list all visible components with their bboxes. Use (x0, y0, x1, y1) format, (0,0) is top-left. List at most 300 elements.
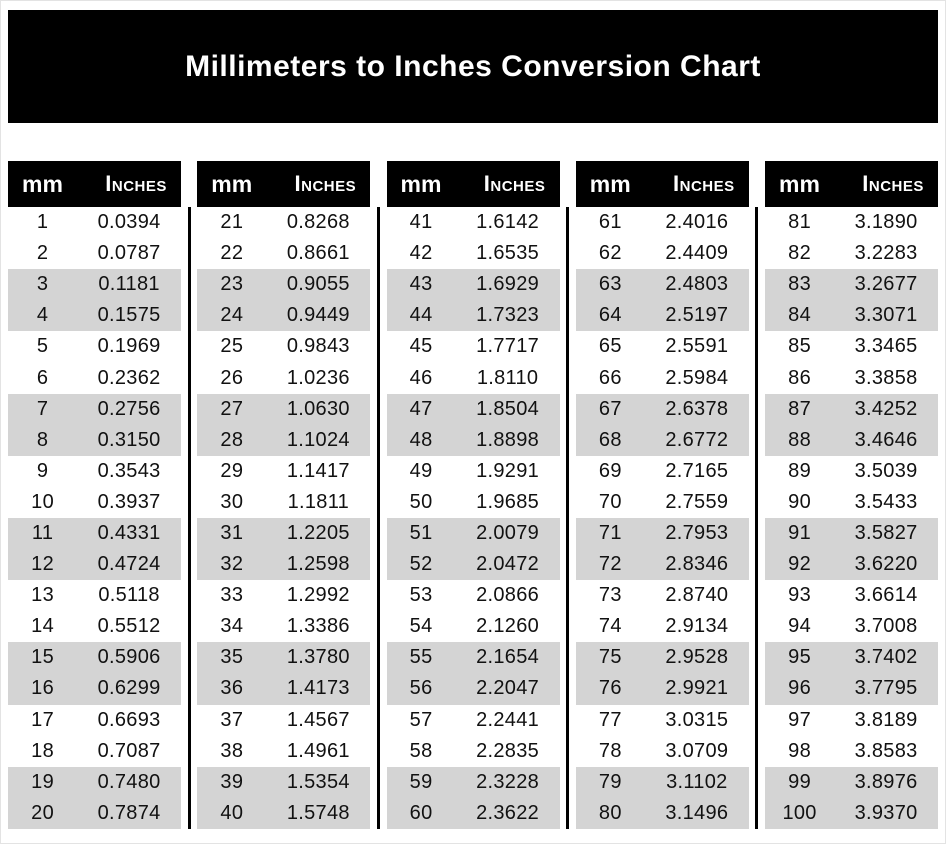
mm-value: 84 (788, 304, 812, 327)
inches-value: 3.3071 (854, 304, 918, 327)
mm-value: 95 (788, 646, 812, 669)
inches-value: 1.9291 (476, 459, 540, 482)
mm-inches-column-group (8, 161, 181, 829)
table-row (765, 238, 938, 269)
inches-value: 2.2835 (476, 739, 540, 762)
table-row (576, 736, 749, 767)
mm-value: 57 (409, 708, 433, 731)
table-row (765, 611, 938, 642)
table-row (576, 580, 749, 611)
table-row (387, 611, 560, 642)
mm-value: 15 (31, 646, 55, 669)
inches-value: 1.8110 (476, 366, 539, 389)
table-row (576, 767, 749, 798)
table-row (8, 736, 181, 767)
inches-value: 1.1811 (287, 490, 350, 513)
mm-value: 85 (788, 335, 812, 358)
table-row (765, 549, 938, 580)
mm-value: 25 (220, 335, 244, 358)
table-row (387, 673, 560, 704)
inches-value: 0.7087 (97, 739, 161, 762)
inches-value: 0.1181 (98, 273, 160, 296)
inches-value: 2.7953 (665, 521, 729, 544)
mm-value: 23 (220, 273, 244, 296)
table-row (387, 642, 560, 673)
table-row (576, 331, 749, 362)
mm-header-label: mm (400, 170, 442, 197)
inches-value: 3.6220 (854, 553, 918, 576)
inches-value: 1.8898 (476, 428, 540, 451)
inches-value: 3.8583 (854, 739, 918, 762)
inches-value: 2.8740 (665, 584, 729, 607)
table-row (197, 331, 370, 362)
table-row (576, 705, 749, 736)
mm-value: 79 (598, 770, 622, 793)
inches-value: 0.3150 (97, 428, 161, 451)
mm-value: 47 (409, 397, 433, 420)
table-row (8, 487, 181, 518)
table-row (576, 798, 749, 829)
inches-value: 1.3780 (286, 646, 350, 669)
mm-value: 30 (220, 490, 244, 513)
column-divider (566, 207, 569, 829)
mm-value: 16 (31, 677, 55, 700)
table-row (765, 642, 938, 673)
inches-value: 3.3465 (854, 335, 918, 358)
inches-value: 1.0236 (286, 366, 350, 389)
inches-value: 2.6378 (665, 397, 729, 420)
table-row (8, 518, 181, 549)
mm-value: 27 (220, 397, 244, 420)
mm-value: 13 (31, 584, 55, 607)
column-group-header (387, 161, 560, 207)
mm-value: 35 (220, 646, 244, 669)
table-row (387, 238, 560, 269)
table-row (387, 300, 560, 331)
inches-value: 0.7874 (97, 801, 161, 824)
mm-value: 86 (788, 366, 812, 389)
mm-value: 62 (598, 242, 622, 265)
inches-value: 1.1024 (286, 428, 350, 451)
inches-value: 3.1102 (666, 770, 728, 793)
inches-value: 3.8189 (854, 708, 918, 731)
column-divider (188, 207, 191, 829)
mm-value: 48 (409, 428, 433, 451)
table-row (8, 394, 181, 425)
mm-header-label: mm (22, 170, 63, 197)
inches-value: 0.5118 (98, 584, 160, 607)
inches-value: 2.8346 (665, 553, 729, 576)
mm-inches-column-group (387, 161, 560, 829)
mm-value: 61 (598, 211, 622, 234)
column-group-header (8, 161, 181, 207)
table-row (8, 798, 181, 829)
table-row (387, 269, 560, 300)
mm-value: 52 (409, 553, 433, 576)
table-row (387, 456, 560, 487)
mm-value: 93 (788, 584, 812, 607)
table-row (8, 362, 181, 393)
mm-value: 58 (409, 739, 433, 762)
table-row (765, 300, 938, 331)
mm-value: 45 (409, 335, 433, 358)
table-row (387, 518, 560, 549)
mm-value: 99 (788, 770, 812, 793)
mm-value: 11 (31, 521, 54, 544)
mm-value: 3 (36, 273, 49, 296)
mm-value: 94 (788, 615, 812, 638)
column-divider (755, 207, 758, 829)
table-row (197, 549, 370, 580)
inches-value: 3.0709 (665, 739, 729, 762)
mm-value: 51 (409, 521, 433, 544)
table-row (197, 238, 370, 269)
table-row (765, 269, 938, 300)
mm-value: 55 (409, 646, 433, 669)
inches-value: 0.9055 (286, 273, 350, 296)
table-row (8, 331, 181, 362)
inches-value: 3.7402 (854, 646, 918, 669)
inches-value: 3.5827 (854, 521, 918, 544)
inches-value: 0.6693 (97, 708, 161, 731)
inches-value: 2.4409 (665, 242, 729, 265)
inches-value: 1.4567 (286, 708, 350, 731)
mm-value: 63 (598, 273, 622, 296)
table-row (387, 362, 560, 393)
mm-value: 29 (220, 459, 244, 482)
inches-value: 2.4016 (665, 211, 729, 234)
mm-value: 72 (598, 553, 622, 576)
mm-value: 38 (220, 739, 244, 762)
table-row (387, 736, 560, 767)
table-row (8, 580, 181, 611)
table-row (576, 207, 749, 238)
inches-value: 0.8268 (286, 211, 350, 234)
mm-value: 98 (788, 739, 812, 762)
inches-value: 1.0630 (286, 397, 350, 420)
inches-header-label: Inches (862, 171, 924, 196)
table-row (765, 673, 938, 704)
mm-value: 34 (220, 615, 244, 638)
mm-value: 77 (598, 708, 622, 731)
table-row (197, 673, 370, 704)
table-row (8, 425, 181, 456)
mm-value: 81 (788, 211, 812, 234)
mm-value: 21 (220, 211, 244, 234)
inches-value: 2.2441 (476, 708, 540, 731)
table-row (197, 394, 370, 425)
table-row (765, 394, 938, 425)
table-row (765, 767, 938, 798)
inches-value: 1.2992 (286, 584, 350, 607)
mm-value: 8 (36, 428, 49, 451)
mm-value: 65 (598, 335, 622, 358)
inches-value: 0.9843 (286, 335, 350, 358)
inches-value: 1.1417 (286, 459, 350, 482)
inches-value: 3.5433 (854, 490, 918, 513)
inches-value: 1.7717 (476, 335, 540, 358)
mm-value: 7 (36, 397, 49, 420)
table-row (765, 456, 938, 487)
table-row (765, 580, 938, 611)
table-row (576, 425, 749, 456)
inches-value: 2.0079 (476, 521, 540, 544)
mm-value: 46 (409, 366, 433, 389)
mm-value: 53 (409, 584, 433, 607)
mm-value: 36 (220, 677, 244, 700)
inches-value: 2.3228 (476, 770, 540, 793)
inches-value: 3.1496 (665, 801, 729, 824)
table-row (8, 767, 181, 798)
mm-value: 64 (598, 304, 622, 327)
table-row (8, 207, 181, 238)
inches-value: 2.5984 (665, 366, 729, 389)
inches-value: 2.9134 (665, 615, 729, 638)
mm-value: 14 (31, 615, 55, 638)
mm-value: 4 (36, 304, 49, 327)
table-row (8, 611, 181, 642)
inches-value: 0.5906 (97, 646, 161, 669)
table-row (576, 487, 749, 518)
conversion-table (8, 161, 938, 829)
table-row (765, 736, 938, 767)
inches-value: 3.2283 (854, 242, 918, 265)
inches-value: 1.3386 (286, 615, 350, 638)
table-row (387, 207, 560, 238)
mm-value: 78 (598, 739, 622, 762)
mm-value: 5 (36, 335, 49, 358)
table-row (576, 673, 749, 704)
table-row (765, 798, 938, 829)
table-row (8, 673, 181, 704)
inches-value: 0.0394 (97, 211, 161, 234)
inches-value: 3.1890 (854, 211, 918, 234)
inches-value: 2.6772 (665, 428, 729, 451)
mm-value: 67 (598, 397, 622, 420)
table-row (387, 487, 560, 518)
inches-value: 1.4173 (286, 677, 350, 700)
table-row (197, 642, 370, 673)
inches-value: 3.4252 (854, 397, 918, 420)
inches-value: 3.7008 (854, 615, 918, 638)
mm-value: 59 (409, 770, 433, 793)
mm-value: 66 (598, 366, 622, 389)
mm-value: 49 (409, 459, 433, 482)
table-row (387, 394, 560, 425)
inches-value: 1.7323 (476, 304, 540, 327)
inches-header-label: Inches (294, 171, 357, 196)
mm-value: 26 (220, 366, 244, 389)
column-group-header (765, 161, 938, 207)
mm-value: 88 (788, 428, 812, 451)
inches-value: 1.6535 (476, 242, 540, 265)
table-row (197, 611, 370, 642)
table-row (8, 238, 181, 269)
table-row (197, 798, 370, 829)
mm-value: 89 (788, 459, 812, 482)
table-row (576, 549, 749, 580)
table-row (765, 207, 938, 238)
table-row (387, 705, 560, 736)
inches-value: 3.2677 (854, 273, 918, 296)
table-row (8, 705, 181, 736)
mm-value: 22 (220, 242, 244, 265)
mm-value: 80 (598, 801, 622, 824)
table-row (765, 331, 938, 362)
table-row (765, 518, 938, 549)
table-row (197, 300, 370, 331)
mm-value: 42 (409, 242, 433, 265)
table-row (765, 425, 938, 456)
table-row (8, 269, 181, 300)
mm-value: 18 (31, 739, 55, 762)
mm-value: 75 (598, 646, 622, 669)
inches-value: 2.0472 (476, 553, 540, 576)
table-row (197, 269, 370, 300)
inches-value: 3.4646 (854, 428, 918, 451)
inches-header-label: Inches (105, 171, 167, 196)
mm-value: 32 (220, 553, 244, 576)
table-row (197, 736, 370, 767)
table-row (576, 456, 749, 487)
inches-value: 2.5591 (665, 335, 729, 358)
table-row (197, 767, 370, 798)
mm-value: 9 (36, 459, 49, 482)
mm-value: 33 (220, 584, 244, 607)
table-row (576, 518, 749, 549)
mm-value: 97 (788, 708, 812, 731)
table-row (576, 642, 749, 673)
mm-value: 12 (31, 553, 55, 576)
mm-header-label: mm (589, 170, 631, 197)
column-group-header (197, 161, 370, 207)
mm-value: 44 (409, 304, 433, 327)
inches-value: 1.4961 (286, 739, 350, 762)
table-row (197, 580, 370, 611)
table-row (387, 425, 560, 456)
page-title: Millimeters to Inches Conversion Chart (185, 49, 761, 83)
mm-value: 17 (31, 708, 55, 731)
mm-value: 91 (788, 521, 812, 544)
table-row (387, 549, 560, 580)
table-row (197, 487, 370, 518)
mm-inches-column-group (197, 161, 370, 829)
table-row (576, 362, 749, 393)
inches-value: 0.1969 (97, 335, 161, 358)
inches-value: 0.9449 (286, 304, 350, 327)
table-row (197, 456, 370, 487)
inches-value: 1.2205 (286, 521, 350, 544)
mm-value: 56 (409, 677, 433, 700)
mm-value: 28 (220, 428, 244, 451)
table-row (576, 269, 749, 300)
table-row (387, 798, 560, 829)
table-row (8, 549, 181, 580)
inches-value: 0.2756 (97, 397, 161, 420)
table-row (576, 238, 749, 269)
inches-value: 2.1654 (476, 646, 540, 669)
mm-value: 100 (782, 801, 817, 824)
mm-value: 96 (788, 677, 812, 700)
table-row (197, 207, 370, 238)
table-row (197, 518, 370, 549)
table-row (765, 487, 938, 518)
mm-value: 68 (598, 428, 622, 451)
mm-value: 90 (788, 490, 812, 513)
table-row (576, 611, 749, 642)
mm-value: 76 (598, 677, 622, 700)
inches-value: 0.6299 (97, 677, 161, 700)
inches-value: 0.3543 (97, 459, 161, 482)
mm-value: 37 (220, 708, 244, 731)
column-group-header (576, 161, 749, 207)
mm-value: 87 (788, 397, 812, 420)
table-row (387, 580, 560, 611)
inches-header-label: Inches (483, 171, 546, 196)
table-row (8, 642, 181, 673)
inches-value: 3.8976 (854, 770, 918, 793)
mm-value: 19 (31, 770, 55, 793)
mm-value: 24 (220, 304, 244, 327)
inches-value: 1.5748 (286, 801, 350, 824)
mm-value: 43 (409, 273, 433, 296)
mm-value: 74 (598, 615, 622, 638)
mm-value: 92 (788, 553, 812, 576)
inches-value: 1.5354 (286, 770, 350, 793)
inches-value: 2.2047 (476, 677, 540, 700)
inches-value: 2.7165 (665, 459, 729, 482)
inches-value: 2.0866 (476, 584, 540, 607)
inches-value: 2.5197 (665, 304, 729, 327)
inches-value: 2.9528 (665, 646, 729, 669)
inches-value: 2.1260 (476, 615, 540, 638)
table-row (8, 456, 181, 487)
mm-value: 60 (409, 801, 433, 824)
mm-value: 31 (220, 521, 244, 544)
inches-value: 0.0787 (97, 242, 161, 265)
table-row (197, 362, 370, 393)
inches-value: 0.8661 (286, 242, 350, 265)
inches-value: 0.1575 (97, 304, 161, 327)
inches-value: 2.9921 (665, 677, 729, 700)
inches-value: 0.4724 (97, 553, 161, 576)
mm-value: 50 (409, 490, 433, 513)
mm-inches-column-group (576, 161, 749, 829)
mm-value: 69 (598, 459, 622, 482)
mm-value: 41 (409, 211, 433, 234)
table-row (765, 705, 938, 736)
inches-value: 3.5039 (854, 459, 918, 482)
mm-header-label: mm (211, 170, 253, 197)
inches-value: 1.6929 (476, 273, 540, 296)
mm-value: 73 (598, 584, 622, 607)
mm-value: 40 (220, 801, 244, 824)
title-banner (8, 10, 938, 123)
inches-value: 0.5512 (97, 615, 161, 638)
mm-value: 82 (788, 242, 812, 265)
mm-inches-column-group (765, 161, 938, 829)
table-row (8, 300, 181, 331)
mm-value: 70 (598, 490, 622, 513)
mm-value: 1 (36, 211, 49, 234)
mm-value: 71 (598, 521, 622, 544)
mm-value: 6 (36, 366, 49, 389)
table-row (576, 300, 749, 331)
mm-value: 10 (31, 490, 55, 513)
inches-value: 1.2598 (286, 553, 350, 576)
inches-value: 1.6142 (476, 211, 540, 234)
mm-value: 39 (220, 770, 244, 793)
